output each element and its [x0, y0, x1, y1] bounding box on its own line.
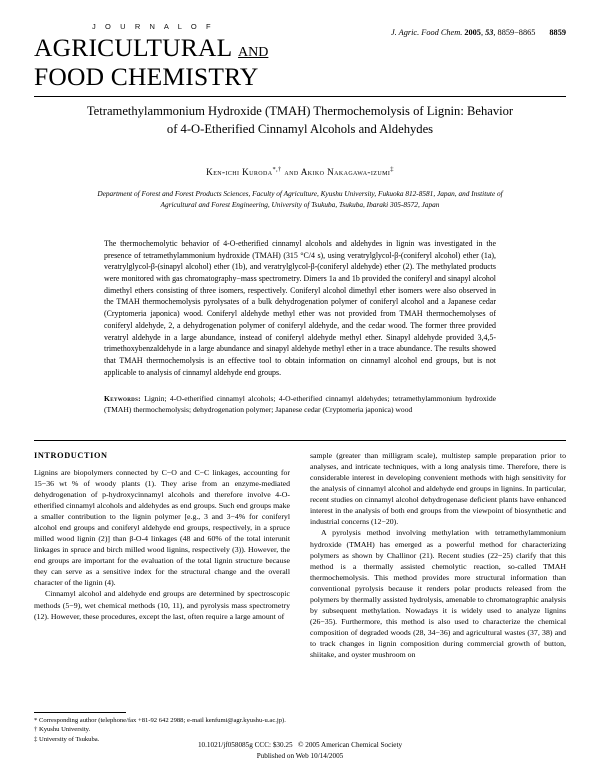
keywords-value: Lignin; 4-O-etherified cinnamyl alcohols; 4-O-etherified cinnamyl aldehydes; tetramethylammonium hydroxide (TMAH) thermochemolysis; dehydrogenation polymer; Japanese cedar (Cryptomeria japonica) wood [104, 394, 496, 415]
author-1-affiliation-marker: *,† [272, 166, 282, 173]
paragraph: sample (greater than milligram scale), multistep sample preparation prior to analyses, and intricate techniques, with a long analysis time. Therefore, there is considerable interest in developing convenient methods with high sensitivity for the analysis of cinnamyl alcohol and aldehyde end groups in lignins. In particular, recent studies on cinnamyl alcohol dehydrogenase deficient plants have enhanced interest in the analysis of both end groups from the viewpoint of biosynthetic and industrial concerns (12−20). [310, 451, 566, 527]
author-conjunction: and [281, 167, 301, 178]
paragraph: Lignins are biopolymers connected by C−O and C−C linkages, accounting for 15−36 wt % of woody plants (1). They arise from an enzyme-mediated dehydrogenation of p-hydroxycinnamyl alcohols and therefore involve 4-O-etherified cinnamyl alcohols and aldehydes as end groups. Such end groups make a smaller contribution to the lignin polymer [e.g., 3 and 3−4% for coniferyl alcohol end groups and coniferyl aldehyde end groups, respectively, in a spruce milled wood lignin (2)] than β-O-4 linkages (48 and 60% of the total interunit linkages in spruce and birch milled wood lignins, respectively (3)). However, the end groups are important for the evaluation of the total lignin structure because they can serve as a sensitive index for the structural change and the overall character of the lignin (4). [34, 467, 290, 588]
section-heading-introduction: INTRODUCTION [34, 451, 108, 460]
footnote-corresponding-author: * Corresponding author (telephone/fax +81-92 642 2988; e-mail kenfumi@agr.kyushu-u.ac.jp). [34, 717, 286, 724]
page-number: 8859 [549, 28, 566, 37]
keywords-label: Keywords: [104, 394, 141, 403]
masthead-line-food-chemistry: FOOD CHEMISTRY [34, 62, 259, 92]
doi-and-ccc-line [0, 740, 600, 751]
copyright-line: © 2005 American Chemical Society [297, 741, 403, 749]
left-column [34, 450, 290, 660]
body-columns [34, 450, 566, 660]
citation-pages: , 8859−8865 [493, 28, 536, 37]
masthead-word-and: AND [238, 45, 269, 60]
masthead-divider [34, 96, 566, 97]
masthead-line-agricultural [34, 34, 334, 61]
right-column [310, 450, 566, 660]
citation-volume: 53 [485, 28, 494, 37]
doi-ccc: 10.1021/jf058085g CCC: $30.25 [197, 741, 293, 749]
keywords-block [104, 393, 496, 416]
citation-comma-1: , [480, 28, 486, 37]
abstract-text: The thermochemolytic behavior of 4-O-etherified cinnamyl alcohols and aldehydes in lignin was investigated in the presence of tetramethylammonium hydroxide (TMAH) (315 °C/4 s), using veratrylglycol-β-(coniferyl alcohol) ether (1a), veratrylglycol-β-(sinapyl alcohol) ether (1b), and veratrylglycol-β-(coniferyl aldehyde) ether (2). The methylated products were monitored with gas chromatography−mass spectrometry. Dimers 1a and 1b provided the coniferyl and sinapyl alcohol dimethyl ethers consisting of three isomers, respectively. Coniferyl alcohol dimethyl ether isomers were also observed in the TMAH thermochemolysis pyrolysates of a bulk dehydrogenation polymer of coniferyl alcohol and a Japanese cedar (Cryptomeria japonica) wood. Coniferyl aldehyde methyl ether was not provided from TMAH thermochemolyses of coniferyl aldehyde, 2, a dehydrogenation polymer of coniferyl aldehyde, and the cedar wood. The former three provided veratryl aldehyde in a large abundance, instead of coniferyl aldehyde methyl ether. Sinapyl aldehyde provided 3,4,5-trimethoxybenzaldehyde in a large abundance and sinapyl aldehyde methyl ether in a trace abundance. The results showed that TMAH thermochemolysis is an effective tool to obtain information on cinnamyl alcohol end groups, but is not applicable to analysis of cinnamyl aldehyde end groups. [104, 239, 496, 377]
page-title: Tetramethylammonium Hydroxide (TMAH) Thermochemolysis of Lignin: Behavior of 4-O-Etherified Cinnamyl Alcohols and Aldehydes [86, 104, 514, 137]
masthead-journal-of: J O U R N A L O F [92, 22, 215, 31]
author-name-2: Akiko Nakagawa-izumi [300, 167, 391, 178]
keywords-divider [34, 440, 566, 441]
footnote-affiliation-dagger: † Kyushu University. [34, 726, 91, 734]
author-list [84, 166, 516, 177]
masthead-word-agricultural: AGRICULTURAL [34, 33, 239, 62]
author-2-affiliation-marker: ‡ [390, 166, 394, 173]
publication-info [0, 740, 600, 762]
footnote-affiliation-double-dagger: ‡ University of Tsukuba. [34, 735, 100, 743]
paragraph: Cinnamyl alcohol and aldehyde end groups are determined by spectroscopic methods (5−9), wet chemical methods (10, 11), and pyrolysis mass spectrometry (12). However, these procedures, except the last, often require a large amount of [34, 589, 290, 621]
author-name-1: Ken-ichi Kuroda [206, 167, 273, 178]
citation-year: 2005 [464, 28, 481, 37]
citation-journal-name: J. Agric. Food Chem. [390, 28, 465, 37]
footnote-divider [34, 712, 126, 713]
web-publication-date: Published on Web 10/14/2005 [256, 751, 344, 760]
author-affiliations: Department of Forest and Forest Products Sciences, Faculty of Agriculture, Kyushu University, Fukuoka 812-8581, Japan, and Institute of Agricultural and Forest Engineering, University of Tsukuba, Tsukuba, Ibaraki 305-8572, Japan [97, 189, 503, 210]
paragraph: A pyrolysis method involving methylation with tetramethylammonium hydroxide (TMAH) has emerged as a powerful method for characterizing polymers as shown by Challinor (21). Recent studies (22−25) clarify that this method is a thermally assisted chemolytic reaction, so-called TMAH thermochemolysis. This method provides more structural information than conventional pyrolysis because it renders polar products released from the polymers by thermally assisted hydrolysis, amenable to chromatographic analysis by subsequent methylation. Nowadays it is widely used to analyze lignins (26−35). Furthermore, this method is also used to characterize the chemical composition of degraded woods (28, 34−36) and agricultural wastes (37, 38) and to track changes in lignin composition during commercial growth of button, shiitake, and oyster mushroom on [310, 528, 566, 660]
journal-masthead [34, 22, 334, 90]
running-head-citation [391, 28, 566, 37]
